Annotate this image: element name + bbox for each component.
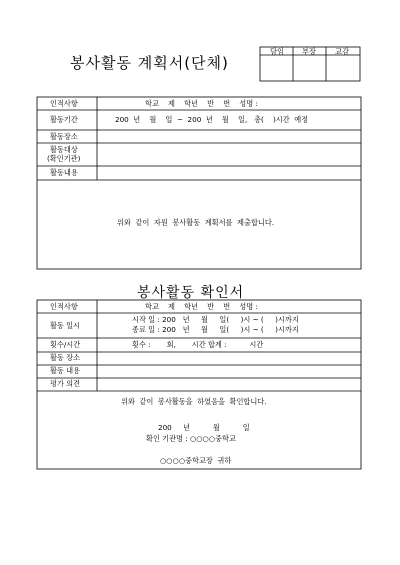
confirm-label-personal-info: 인적사항 [50,302,78,311]
confirm-personal-info-value: 학교 제 학년 반 번 성명 : [145,302,258,311]
confirm-end-date: 종료 일 : 200 년 월 일( )시 ~ ( )시까지 [132,325,299,334]
plan-label-personal-info: 인적사항 [50,99,78,108]
confirm-label-place: 활동 장소 [50,353,81,362]
confirm-label-count-time: 횟수/시간 [50,340,81,349]
plan-label-period: 활동기간 [50,115,78,124]
plan-label-place: 활동장소 [50,132,78,141]
confirm-addressee: ○○○○중학교장 귀하 [160,456,232,465]
plan-title: 봉사활동 계획서(단체) [70,54,229,72]
plan-label-target-sub: (확인기관) [47,154,81,163]
approval-header-homeroom: 담임 [270,47,284,56]
plan-personal-info-value: 학교 제 학년 반 번 성명 : [145,99,258,108]
plan-label-content: 활동내용 [50,168,78,177]
confirm-label-evaluation: 평가 의견 [50,379,81,388]
confirm-date-line: 200 년 월 일 [158,423,250,432]
confirm-start-date: 시작 일 : 200 년 월 일( )시 ~ ( )시까지 [132,315,299,324]
approval-header-vice-principal: 교감 [335,47,349,56]
plan-statement: 위와 같이 자원 봉사활동 계획서를 제출합니다. [117,218,275,227]
confirm-label-content: 활동 내용 [50,366,81,375]
approval-header-head: 부장 [302,47,316,56]
plan-label-target: 활동대상 [50,145,78,154]
confirm-count-time-value: 횟수 : 회, 시간 합계 : 시간 [132,340,264,349]
plan-period-value: 200 년 월 일 ~ 200 년 월 일, 총( )시간 예정 [115,115,309,124]
confirm-statement: 위와 같이 봉사활동을 하였음을 확인합니다. [121,397,267,406]
confirm-confirmer-line: 확인 기관명 : ○○○○중학교 [146,434,236,443]
confirm-title: 봉사활동 확인서 [137,285,245,301]
confirm-label-datetime: 활동 일시 [50,321,81,330]
